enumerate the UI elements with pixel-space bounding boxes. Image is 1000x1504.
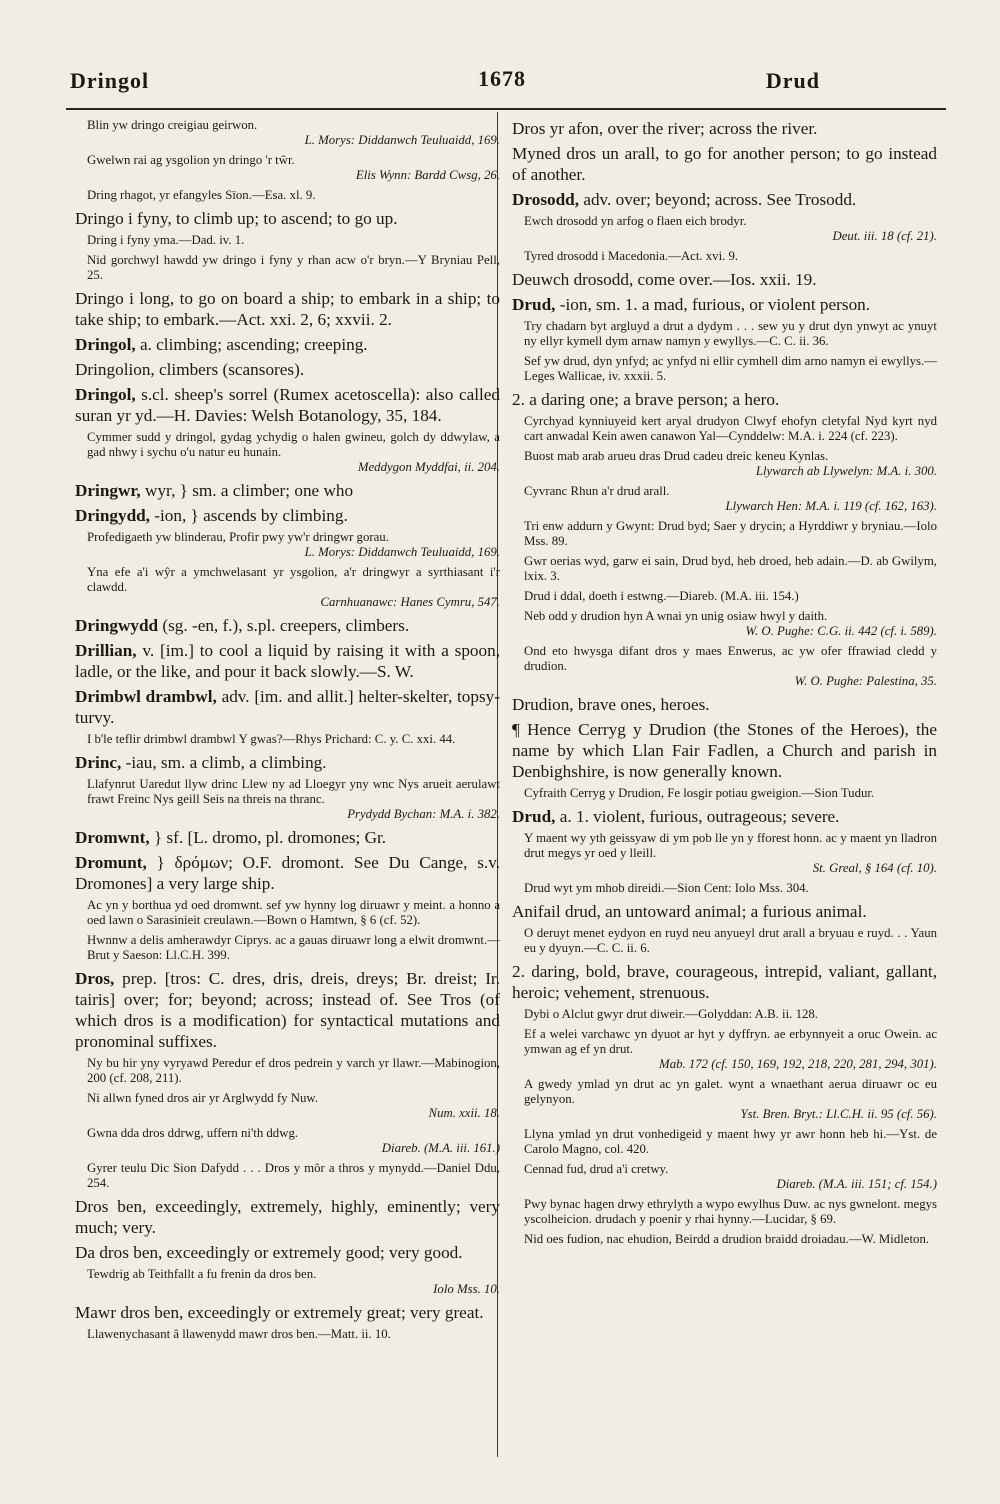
dictionary-entry	[75, 1242, 500, 1263]
citation-quote	[75, 530, 500, 560]
headword: Drinc,	[75, 753, 122, 772]
quote-text: Ac yn y borthua yd oed dromwnt. sef yw hynny log diruawr y meint. a honno a oed lawn o Sarasinieit creulawn.—Bown o Hamtwn, § 6 (cf. 52).	[87, 898, 500, 927]
dictionary-entry	[512, 901, 937, 922]
citation-quote	[512, 1162, 937, 1192]
entry-text: Mawr dros ben, exceedingly or extremely great; very great.	[75, 1303, 484, 1322]
quote-text: Llafynrut Uaredut llyw drinc Llew ny ad Lloegyr yny wnc Nys arueit aerulawt frawt Freinc Nys geill Seis na threis na thranc.	[87, 777, 500, 806]
quote-text: Dybi o Alclut gwyr drut diweir.—Golyddan: A.B. ii. 128.	[524, 1007, 818, 1021]
citation-quote	[512, 1127, 937, 1157]
entry-text: Dringolion, climbers (scansores).	[75, 360, 305, 379]
dictionary-entry	[512, 118, 937, 139]
citation-quote	[512, 1197, 937, 1227]
entry-text: v. [im.] to cool a liquid by raising it with a spoon, ladle, or the like, and pour it back slowly.—S. W.	[75, 641, 501, 681]
citation-quote	[75, 898, 500, 928]
citation-quote	[75, 1327, 500, 1342]
citation-source: Mab. 172 (cf. 150, 169, 192, 218, 220, 281, 294, 301).	[659, 1057, 937, 1071]
dictionary-entry	[75, 640, 500, 682]
citation-quote	[75, 430, 500, 475]
quote-text: Ewch drosodd yn arfog o flaen eich brodyr.	[524, 214, 747, 228]
quote-text: Gyrer teulu Dic Sion Dafydd . . . Dros y môr a thros y mynydd.—Daniel Ddu, 254.	[87, 1161, 500, 1190]
entry-text: prep. [tros: C. dres, dris, dreis, dreys; Br. dreist; Ir. tairis] over; for; beyond; across; instead of. See Tros (of which dros is a modification) for syntactical mutations and pronominal suffixes.	[75, 969, 500, 1051]
quote-text: Ni allwn fyned dros air yr Arglwydd fy Nuw.	[87, 1091, 319, 1105]
headword: Drosodd,	[512, 190, 580, 209]
dictionary-entry	[512, 269, 937, 290]
citation-source: Prydydd Bychan: M.A. i. 382.	[347, 807, 500, 821]
header-left-guide-word: Dringol	[70, 68, 150, 93]
quote-text: Profedigaeth yw blinderau, Profir pwy yw'r dringwr gorau.	[87, 530, 389, 544]
entry-text: Dros ben, exceedingly, extremely, highly, eminently; very much; very.	[75, 1197, 500, 1237]
dictionary-entry	[512, 694, 937, 715]
quote-text: O deruyt menet eydyon en ruyd neu anyueyl drut arall a bryuau e ruyd. . . Yaun eu y dyuyn.—C. C. ii. 6.	[524, 926, 937, 955]
citation-source: Meddygon Myddfai, ii. 204.	[357, 460, 500, 474]
citation-source: W. O. Pughe: C.G. ii. 442 (cf. i. 589).	[745, 624, 937, 638]
quote-text: Pwy bynac hagen drwy ethrylyth a wypo ewylhus Duw. ac nys gwnelont. megys yscolheicion. drudach y poenir y rhai hynny.—Lucidar, § 69.	[524, 1197, 937, 1226]
citation-quote	[512, 214, 937, 244]
entry-text: 2. a daring one; a brave person; a hero.	[512, 390, 780, 409]
citation-quote	[512, 589, 937, 604]
citation-source: Elis Wynn: Bardd Cwsg, 26.	[355, 168, 500, 182]
citation-quote	[512, 449, 937, 479]
dictionary-entry	[75, 686, 500, 728]
entry-text: a. climbing; ascending; creeping.	[139, 335, 368, 354]
citation-quote	[512, 249, 937, 264]
dictionary-entry	[75, 480, 500, 501]
quote-text: Gwelwn rai ag ysgolion yn dringo 'r tŵr.	[87, 153, 295, 167]
dictionary-entry	[75, 505, 500, 526]
dictionary-entry	[75, 288, 500, 330]
quote-text: Nid gorchwyl hawdd yw dringo i fyny y rhan acw o'r bryn.—Y Bryniau Pell, 25.	[87, 253, 500, 282]
page-header	[70, 60, 940, 100]
citation-quote	[75, 233, 500, 248]
quote-text: Tri enw addurn y Gwynt: Drud byd; Saer y drycin; a Hyrddiwr y bryniau.—Iolo Mss. 89.	[524, 519, 937, 548]
entry-text: adv. over; beyond; across. See Trosodd.	[583, 190, 857, 209]
dictionary-entry	[75, 359, 500, 380]
quote-text: Drud i ddal, doeth i estwng.—Diareb. (M.A. iii. 154.)	[524, 589, 799, 603]
quote-text: Llyna ymlad yn drut vonhedigeid y maent hwy yr awr honn heb hi.—Yst. de Carolo Magno, col. 420.	[524, 1127, 937, 1156]
entry-text: -ion, } ascends by climbing.	[154, 506, 348, 525]
citation-quote	[75, 1267, 500, 1297]
quote-text: Try chadarn byt argluyd a drut a dydym . . . sew yu y drut dyn ynwyt ac ynuyt ny ellyr kymell dym arnaw namyn y ewyllys.—C. C. ii. 36.	[524, 319, 937, 348]
quote-text: Cyvranc Rhun a'r drud arall.	[524, 484, 670, 498]
citation-source: Deut. iii. 18 (cf. 21).	[832, 229, 937, 243]
dictionary-entry	[75, 852, 500, 894]
header-rule	[66, 108, 946, 110]
headword: Drillian,	[75, 641, 137, 660]
headword: Dringydd,	[75, 506, 150, 525]
citation-source: Iolo Mss. 10.	[433, 1282, 500, 1296]
entry-text: } sf. [L. dromo, pl. dromones; Gr.	[153, 828, 387, 847]
left-column	[75, 118, 500, 1347]
dictionary-entry	[512, 806, 937, 827]
headword: Dringol,	[75, 335, 136, 354]
entry-text: Dringo i fyny, to climb up; to ascend; to go up.	[75, 209, 398, 228]
citation-quote	[512, 831, 937, 876]
entry-text: -ion, sm. 1. a mad, furious, or violent person.	[559, 295, 871, 314]
citation-quote	[512, 881, 937, 896]
quote-text: Ny bu hir yny vyryawd Peredur ef dros pedrein y varch yr llawr.—Mabinogion, 200 (cf. 208, 211).	[87, 1056, 500, 1085]
citation-source: Num. xxii. 18.	[428, 1106, 500, 1120]
quote-text: Cennad fud, drud a'i cretwy.	[524, 1162, 669, 1176]
quote-text: Cyrchyad kynniuyeid kert aryal drudyon Clwyf ehofyn cletyfal Nyd kyrt nyd cart anwadal Kein awen canawon Yal—Cynddelw: M.A. i. 224 (cf. 223).	[524, 414, 937, 443]
citation-quote	[512, 519, 937, 549]
quote-text: Llawenychasant â llawenydd mawr dros ben.—Matt. ii. 10.	[87, 1327, 391, 1341]
entry-text: (sg. -en, f.), s.pl. creepers, climbers.	[162, 616, 410, 635]
citation-source: St. Greal, § 164 (cf. 10).	[812, 861, 937, 875]
citation-quote	[75, 933, 500, 963]
citation-quote	[512, 1232, 937, 1247]
entry-text: adv. [im. and allit.] helter-skelter, topsy-turvy.	[75, 687, 501, 727]
citation-source: L. Morys: Diddanwch Teuluaidd, 169.	[304, 133, 500, 147]
quote-text: Dring i fyny yma.—Dad. iv. 1.	[87, 233, 245, 247]
citation-quote	[75, 253, 500, 283]
quote-text: Gwr oerias wyd, garw ei sain, Drud byd, heb droed, heb adain.—D. ab Gwilym, lxix. 3.	[524, 554, 937, 583]
quote-text: Ond eto hwysga difant dros y maes Enwerus, ac yw ofer ffrawiad cledd y drudion.	[524, 644, 937, 673]
entry-text: wyr, } sm. a climber; one who	[145, 481, 354, 500]
dictionary-entry	[75, 384, 500, 426]
entry-text: -iau, sm. a climb, a climbing.	[125, 753, 327, 772]
citation-quote	[75, 153, 500, 183]
citation-quote	[512, 319, 937, 349]
dictionary-entry	[512, 389, 937, 410]
dictionary-entry	[75, 208, 500, 229]
citation-quote	[512, 1077, 937, 1122]
citation-source: Diareb. (M.A. iii. 151; cf. 154.)	[776, 1177, 937, 1191]
header-right-guide-word: Drud	[765, 68, 820, 93]
citation-quote	[75, 188, 500, 203]
headword: Dringwydd	[75, 616, 159, 635]
citation-quote	[512, 609, 937, 639]
quote-text: Hwnnw a delis amherawdyr Ciprys. ac a gauas diruawr long a elwit dromwnt.—Brut y Saeson: Ll.C.H. 399.	[87, 933, 500, 962]
entry-text: ¶ Hence Cerryg y Drudion (the Stones of the Heroes), the name by which Llan Fair Fadlen, a Church and parish in Denbighshire, is now generally known.	[512, 720, 937, 781]
right-column	[512, 118, 937, 1252]
quote-text: Cyfraith Cerryg y Drudion, Fe losgir potiau gweigion.—Sion Tudur.	[524, 786, 875, 800]
entry-text: Myned dros un arall, to go for another person; to go instead of another.	[512, 144, 937, 184]
citation-quote	[512, 414, 937, 444]
entry-text: 2. daring, bold, brave, courageous, intrepid, valiant, gallant, heroic; vehement, strenuous.	[512, 962, 937, 1002]
citation-quote	[75, 118, 500, 148]
dictionary-entry	[75, 334, 500, 355]
quote-text: Dring rhagot, yr efangyles Sïon.—Esa. xl. 9.	[87, 188, 316, 202]
quote-text: Nid oes fudion, nac ehudion, Beirdd a drudion braidd droiadau.—W. Midleton.	[524, 1232, 930, 1246]
entry-text: Drudion, brave ones, heroes.	[512, 695, 710, 714]
dictionary-entry	[75, 615, 500, 636]
headword: Dromunt,	[75, 853, 147, 872]
entry-text: } δρόμων; O.F. dromont. See Du Cange, s.v. Dromones] a very large ship.	[75, 853, 500, 893]
citation-quote	[75, 1056, 500, 1086]
quote-text: Buost mab arab arueu dras Drud cadeu dreic keneu Kynlas.	[524, 449, 829, 463]
dictionary-entry	[75, 1302, 500, 1323]
citation-quote	[75, 565, 500, 610]
citation-source: L. Morys: Diddanwch Teuluaidd, 169.	[304, 545, 500, 559]
headword: Dromwnt,	[75, 828, 150, 847]
entry-text: Deuwch drosodd, come over.—Ios. xxii. 19.	[512, 270, 817, 289]
citation-source: W. O. Pughe: Palestina, 35.	[794, 674, 937, 688]
quote-text: A gwedy ymlad yn drut ac yn galet. wynt a wnaethant aerua diruawr oc eu gelynyon.	[524, 1077, 937, 1106]
citation-quote	[512, 644, 937, 689]
quote-text: Drud wyt ym mhob direidi.—Sion Cent: Iolo Mss. 304.	[524, 881, 809, 895]
citation-quote	[75, 732, 500, 747]
headword: Dringol,	[75, 385, 136, 404]
quote-text: Cymmer sudd y dringol, gydag ychydig o halen gwineu, golch dy ddwylaw, a gad nhwy i sychu o'u natur eu hunain.	[87, 430, 500, 459]
entry-text: a. 1. violent, furious, outrageous; severe.	[559, 807, 840, 826]
citation-source: Diareb. (M.A. iii. 161.)	[381, 1141, 500, 1155]
entry-text: Dringo i long, to go on board a ship; to embark in a ship; to take ship; to embark.—Act. xxi. 2, 6; xxvii. 2.	[75, 289, 500, 329]
citation-quote	[512, 1027, 937, 1072]
quote-text: Y maent wy yth geissyaw di ym pob lle yn y fforest honn. ac y maent yn lladron drut megys yr oed y lleill.	[524, 831, 937, 860]
entry-text: s.cl. sheep's sorrel (Rumex acetoscella): also called suran yr yd.—H. Davies: Welsh Botanology, 35, 184.	[75, 385, 500, 425]
dictionary-entry	[512, 719, 937, 782]
dictionary-entry	[512, 189, 937, 210]
entry-text: Dros yr afon, over the river; across the river.	[512, 119, 818, 138]
citation-source: Llywarch ab Llywelyn: M.A. i. 300.	[755, 464, 937, 478]
headword: Dringwr,	[75, 481, 141, 500]
headword: Dros,	[75, 969, 115, 988]
citation-quote	[75, 1091, 500, 1121]
citation-quote	[512, 554, 937, 584]
headword: Drud,	[512, 295, 556, 314]
quote-text: Tyred drosodd i Macedonia.—Act. xvi. 9.	[524, 249, 739, 263]
headword: Drimbwl drambwl,	[75, 687, 217, 706]
citation-quote	[512, 354, 937, 384]
dictionary-entry	[512, 143, 937, 185]
citation-source: Carnhuanawc: Hanes Cymru, 547.	[320, 595, 500, 609]
quote-text: Blin yw dringo creigiau geirwon.	[87, 118, 258, 132]
dictionary-entry	[75, 968, 500, 1052]
page-number: 1678	[478, 66, 526, 91]
citation-quote	[512, 484, 937, 514]
citation-quote	[75, 1126, 500, 1156]
dictionary-entry	[75, 827, 500, 848]
quote-text: I b'le teflir drimbwl drambwl Y gwas?—Rhys Prichard: C. y. C. xxi. 44.	[87, 732, 456, 746]
entry-text: Anifail drud, an untoward animal; a furious animal.	[512, 902, 867, 921]
dictionary-entry	[512, 294, 937, 315]
quote-text: Yna efe a'i wŷr a ymchwelasant yr ysgolion, a'r dringwyr a syrthiasant i'r clawdd.	[87, 565, 500, 594]
citation-source: Llywarch Hen: M.A. i. 119 (cf. 162, 163).	[725, 499, 937, 513]
quote-text: Neb odd y drudion hyn A wnai yn unig osiaw hwyl y daith.	[524, 609, 828, 623]
quote-text: Tewdrig ab Teithfallt a fu frenin da dros ben.	[87, 1267, 317, 1281]
citation-source: Yst. Bren. Bryt.: Ll.C.H. ii. 95 (cf. 56).	[740, 1107, 937, 1121]
citation-quote	[512, 786, 937, 801]
dictionary-entry	[512, 961, 937, 1003]
quote-text: Ef a welei varchawc yn dyuot ar hyt y dyffryn. ae erbynnyeit a oruc Owein. ac ymwan ag ef yn drut.	[524, 1027, 937, 1056]
quote-text: Sef yw drud, dyn ynfyd; ac ynfyd ni ellir cymhell dim arno namyn ei ewyllys.—Leges Wallicae, iv. xxxii. 5.	[524, 354, 937, 383]
dictionary-entry	[75, 752, 500, 773]
citation-quote	[512, 926, 937, 956]
citation-quote	[75, 1161, 500, 1191]
citation-quote	[512, 1007, 937, 1022]
dictionary-entry	[75, 1196, 500, 1238]
headword: Drud,	[512, 807, 556, 826]
citation-quote	[75, 777, 500, 822]
entry-text: Da dros ben, exceedingly or extremely good; very good.	[75, 1243, 463, 1262]
quote-text: Gwna dda dros ddrwg, uffern ni'th ddwg.	[87, 1126, 299, 1140]
